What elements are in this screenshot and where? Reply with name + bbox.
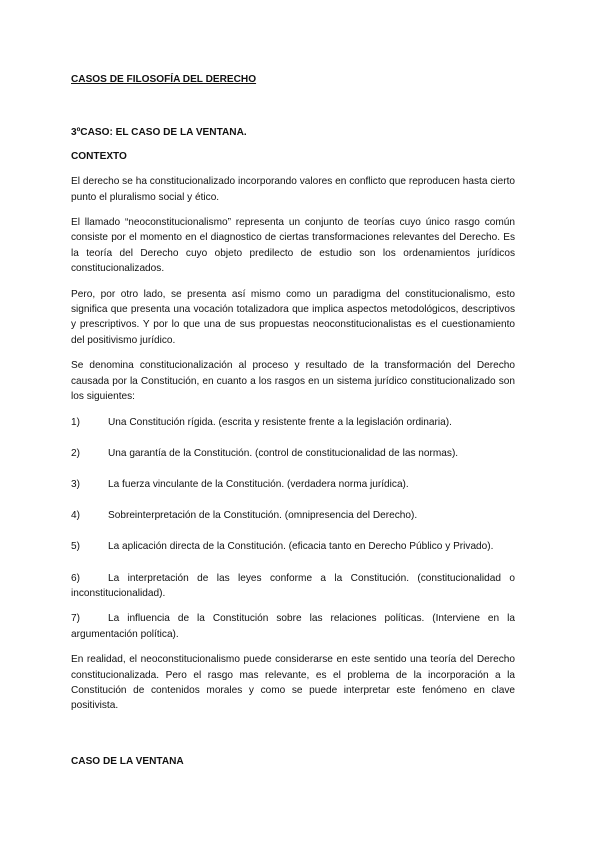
paragraph: Pero, por otro lado, se presenta así mismo como un paradigma del constitucionalismo, esto significa que presenta una vocación totalizadora que implica aspectos metodológicos, descriptivos y prescriptivos. Y por lo que una de sus propuestas neoconstitucionalistas es el cuestionamiento del positivismo jurídico. — [71, 288, 515, 346]
list-item-text: La aplicación directa de la Constitución. (eficacia tanto en Derecho Público y Privado). — [108, 541, 494, 553]
closing-paragraph: En realidad, el neoconstitucionalismo puede considerarse en este sentido una teoría del Derecho constitucionalizada. Pero el rasgo mas relevante, es el problema de la incorporación a la Constitución de contenidos morales y como se puede interpretar este fenómeno en clave positivista. — [71, 654, 515, 712]
document-page — [71, 72, 515, 769]
list-item — [71, 508, 515, 523]
list-item-number: 5) — [71, 541, 80, 553]
list-item-text: La fuerza vinculante de la Constitución. (verdadera norma jurídica). — [108, 478, 409, 490]
list-item — [71, 477, 515, 492]
list-item-number: 4) — [71, 510, 80, 522]
document-title: CASOS DE FILOSOFÍA DEL DERECHO — [71, 74, 257, 85]
list-item-text: Una Constitución rígida. (escrita y resistente frente a la legislación ordinaria). — [108, 416, 452, 428]
paragraph: Se denomina constitucionalización al proceso y resultado de la transformación del Derecho causada por la Constitución, en cuanto a los rasgos en un sistema jurídico constitucionalizado son los siguientes: — [71, 360, 515, 403]
list-item — [71, 571, 515, 602]
paragraph: El derecho se ha constitucionalizado incorporando valores en conflicto que reproducen hasta cierto punto el pluralismo social y ético. — [71, 176, 515, 203]
case-heading: 3ºCASO: EL CASO DE LA VENTANA. — [71, 127, 247, 139]
paragraph: El llamado “neoconstitucionalismo” representa un conjunto de teorías cuyo único rasgo común consiste por el momento en el diagnostico de ciertas transformaciones relevantes del Derecho. Es la teoría del Derecho cuyo objeto predilecto de estudio son los ordenamientos jurídicos constitucionalizados. — [71, 217, 515, 275]
list-item-number: 2) — [71, 447, 80, 459]
final-heading: CASO DE LA VENTANA — [71, 755, 184, 767]
list-item-number: 7) — [71, 613, 80, 625]
list-item-number: 3) — [71, 478, 80, 490]
list-item — [71, 539, 515, 554]
list-item-number: 1) — [71, 416, 80, 428]
list-item-text: La influencia de la Constitución sobre las relaciones políticas. (Interviene en la argumentación política). — [71, 613, 515, 640]
list-item-text: Una garantía de la Constitución. (control de constitucionalidad de las normas). — [108, 447, 459, 459]
context-heading: CONTEXTO — [71, 150, 127, 162]
traits-list — [71, 415, 515, 643]
list-item-text: La interpretación de las leyes conforme a la Constitución. (constitucionalidad o inconstitucionalidad). — [71, 572, 515, 599]
list-item-number: 6) — [71, 572, 80, 584]
list-item — [71, 446, 515, 461]
list-item — [71, 611, 515, 642]
list-item-text: Sobreinterpretación de la Constitución. (omnipresencia del Derecho). — [108, 510, 418, 522]
list-item — [71, 415, 515, 430]
